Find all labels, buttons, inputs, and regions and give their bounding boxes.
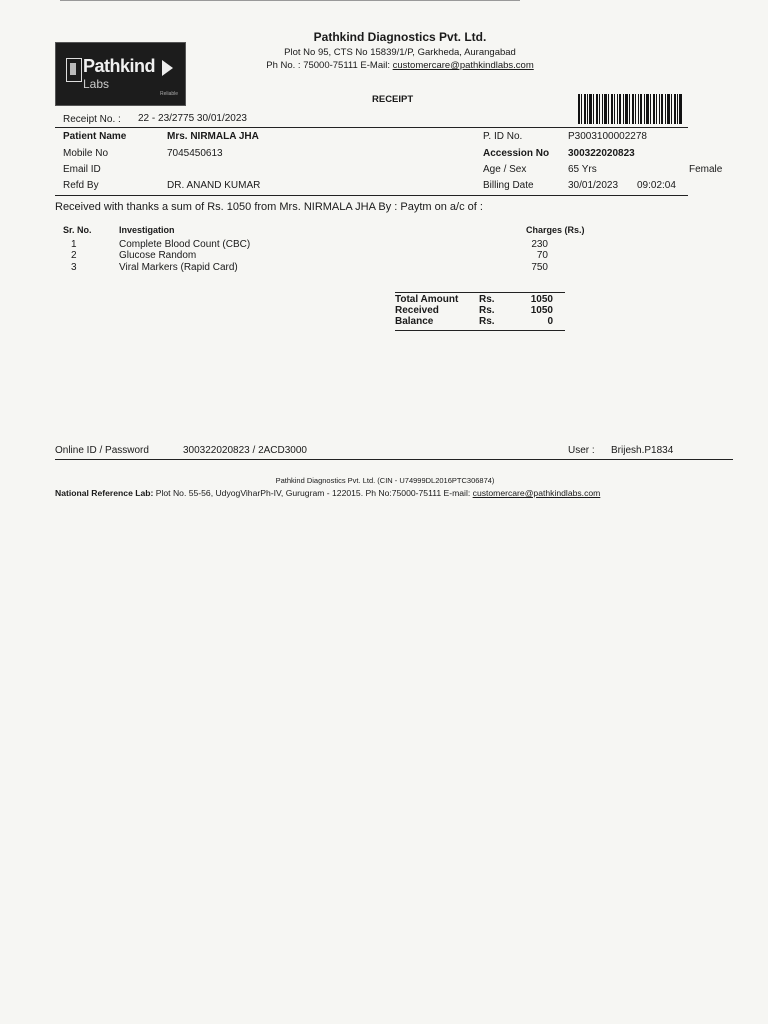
row-investigation: Glucose Random bbox=[119, 250, 197, 261]
header-divider bbox=[55, 127, 688, 128]
logo-arrow-icon bbox=[162, 60, 173, 76]
billing-date-label: Billing Date bbox=[483, 180, 534, 191]
patient-name-label: Patient Name bbox=[63, 131, 127, 142]
received-value: 1050 bbox=[530, 305, 553, 316]
received-label: Received bbox=[395, 305, 439, 316]
company-name: Pathkind Diagnostics Pvt. Ltd. bbox=[313, 30, 487, 44]
company-address: Plot No 95, CTS No 15839/1/P, Garkheda, Aurangabad bbox=[284, 47, 516, 58]
total-amount-value: 1050 bbox=[530, 294, 553, 305]
totals-top-rule bbox=[395, 292, 565, 293]
patient-divider bbox=[55, 195, 688, 196]
footer-divider bbox=[55, 459, 733, 460]
accession-value: 300322020823 bbox=[568, 148, 635, 159]
sr-no-header: Sr. No. bbox=[63, 225, 92, 235]
billing-date-value: 30/01/2023 bbox=[568, 180, 619, 191]
row-sr: 3 bbox=[71, 262, 77, 273]
pid-value: P3003100002278 bbox=[568, 131, 647, 142]
charges-header: Charges (Rs.) bbox=[526, 225, 585, 235]
pathkind-logo bbox=[55, 42, 186, 106]
patient-name-value: Mrs. NIRMALA JHA bbox=[167, 131, 259, 142]
national-reference-lab-line bbox=[55, 488, 600, 498]
referred-by-value: DR. ANAND KUMAR bbox=[167, 180, 261, 191]
row-charge: 230 bbox=[531, 239, 548, 250]
row-sr: 2 bbox=[71, 250, 77, 261]
receipt-number-label: Receipt No. : bbox=[63, 114, 121, 125]
nrl-address: Plot No. 55-56, UdyogViharPh-IV, Gurugram - 122015. Ph No:75000-75111 E-mail: bbox=[153, 488, 473, 498]
mobile-value: 7045450613 bbox=[167, 148, 223, 159]
received-statement: Received with thanks a sum of Rs. 1050 from Mrs. NIRMALA JHA By : Paytm on a/c of : bbox=[55, 201, 483, 213]
balance-value: 0 bbox=[547, 316, 553, 327]
receipt-number-value: 22 - 23/2775 30/01/2023 bbox=[138, 113, 247, 124]
pid-label: P. ID No. bbox=[483, 131, 523, 142]
mobile-label: Mobile No bbox=[63, 148, 109, 159]
company-phone: Ph No. : 75000-75111 E-Mail: bbox=[266, 60, 393, 71]
online-id-value: 300322020823 / 2ACD3000 bbox=[183, 445, 307, 456]
nrl-email-link[interactable]: customercare@pathkindlabs.com bbox=[472, 488, 601, 498]
logo-tag-text: Reliable bbox=[160, 91, 179, 97]
investigation-header: Investigation bbox=[119, 225, 175, 235]
balance-currency: Rs. bbox=[479, 316, 495, 327]
logo-brand-text: Pathkind bbox=[83, 56, 156, 76]
age-value: 65 Yrs bbox=[568, 164, 597, 175]
email-label: Email ID bbox=[63, 164, 101, 175]
sex-value: Female bbox=[689, 164, 723, 175]
logo-emblem-icon bbox=[66, 58, 82, 82]
user-value: Brijesh.P1834 bbox=[611, 445, 674, 456]
referred-by-label: Refd By bbox=[63, 180, 99, 191]
nrl-label: National Reference Lab: bbox=[55, 488, 154, 498]
row-charge: 750 bbox=[531, 262, 548, 273]
online-id-label: Online ID / Password bbox=[55, 445, 149, 456]
billing-time-value: 09:02:04 bbox=[637, 180, 676, 191]
cin-text: Pathkind Diagnostics Pvt. Ltd. (CIN - U74999DL2016PTC306874) bbox=[275, 476, 495, 485]
company-phone-line bbox=[200, 60, 600, 71]
accession-label: Accession No bbox=[483, 148, 550, 159]
row-sr: 1 bbox=[71, 239, 77, 250]
received-currency: Rs. bbox=[479, 305, 495, 316]
totals-bottom-rule bbox=[395, 330, 565, 331]
total-currency: Rs. bbox=[479, 294, 495, 305]
barcode-image bbox=[578, 94, 682, 124]
user-label: User : bbox=[568, 445, 595, 456]
row-investigation: Complete Blood Count (CBC) bbox=[119, 239, 251, 250]
age-sex-label: Age / Sex bbox=[483, 164, 527, 175]
total-amount-label: Total Amount bbox=[395, 294, 459, 305]
balance-label: Balance bbox=[395, 316, 434, 327]
document-title: RECEIPT bbox=[372, 94, 414, 105]
row-charge: 70 bbox=[536, 250, 548, 261]
scan-top-edge bbox=[60, 0, 520, 1]
company-email-link[interactable]: customercare@pathkindlabs.com bbox=[392, 60, 534, 71]
row-investigation: Viral Markers (Rapid Card) bbox=[119, 262, 238, 273]
logo-sub-text: Labs bbox=[83, 77, 110, 91]
